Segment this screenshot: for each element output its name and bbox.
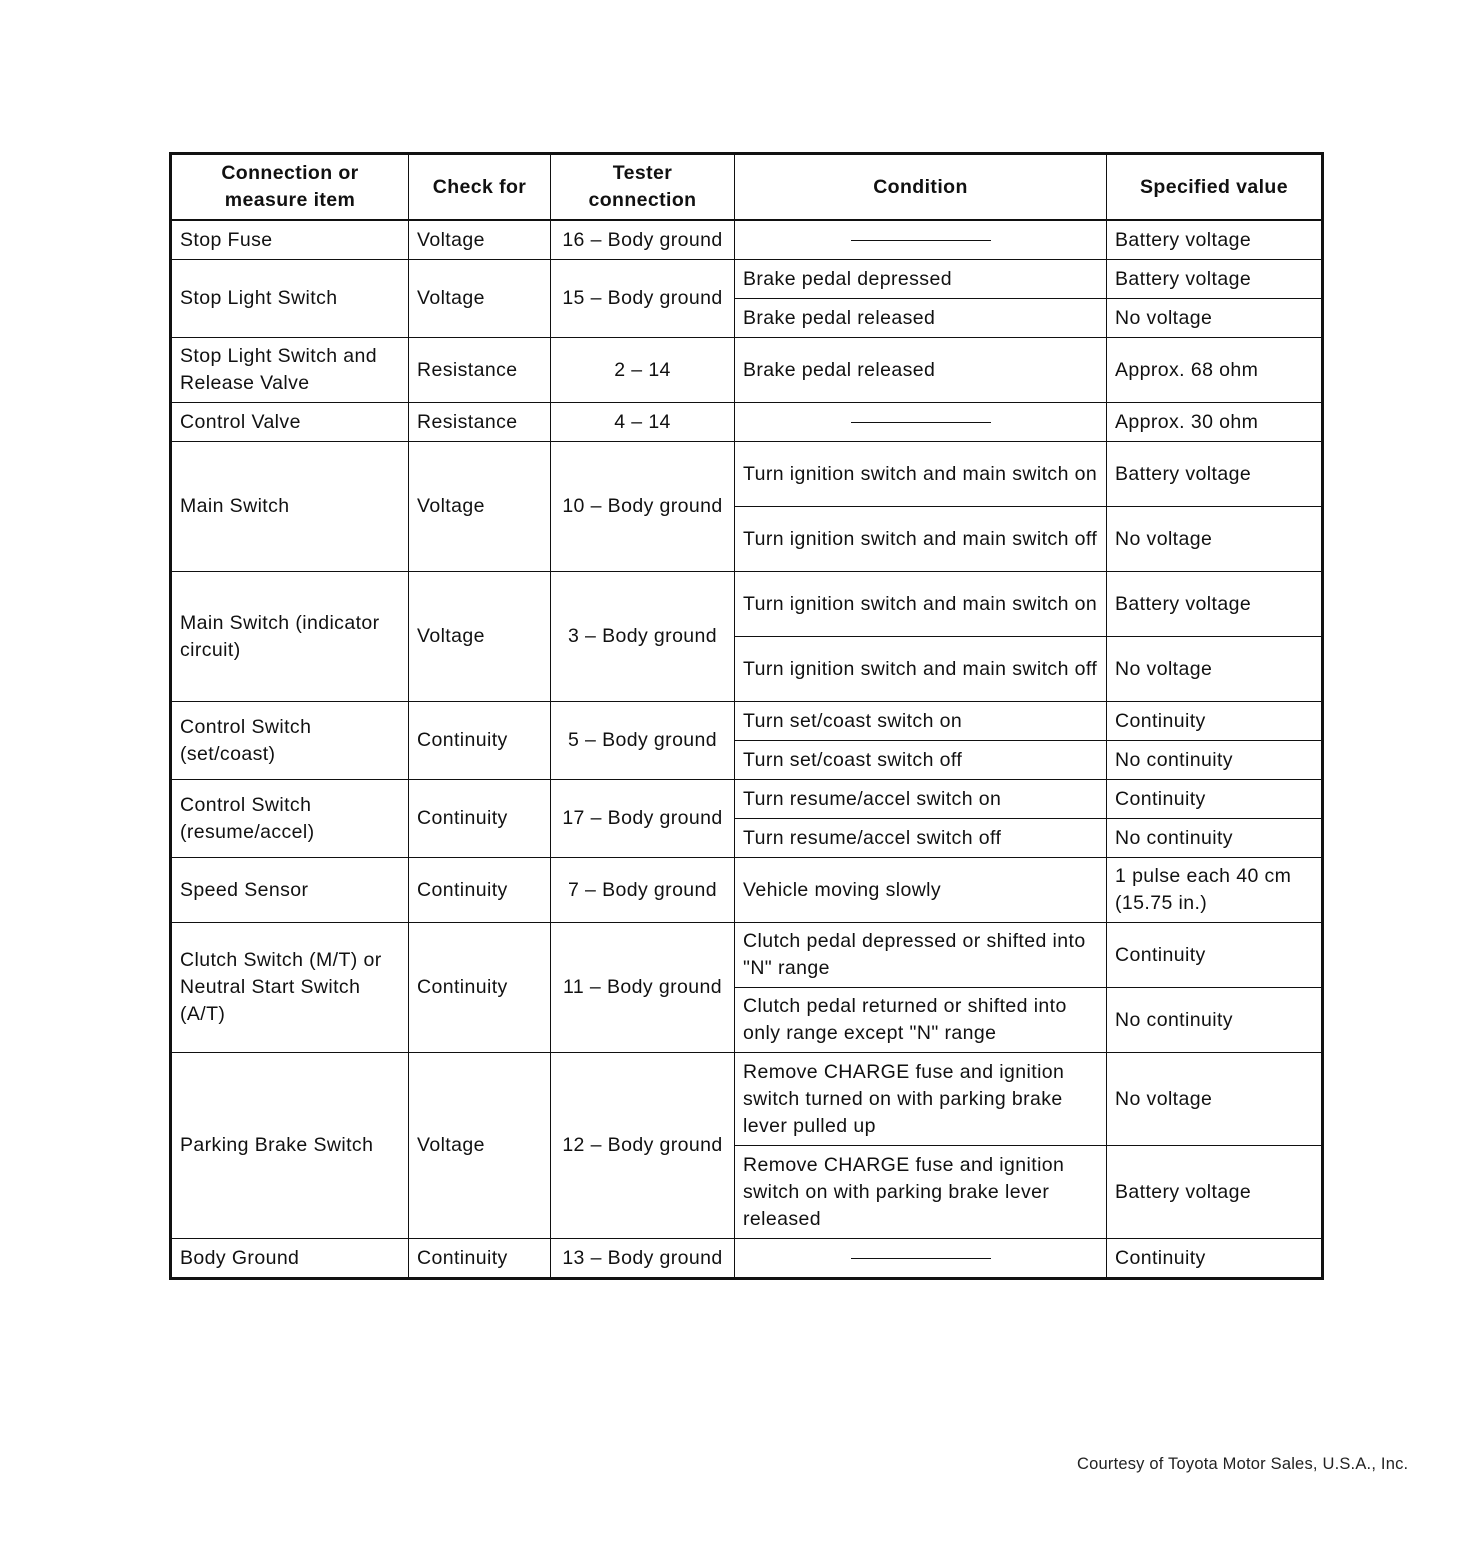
header-spec: Specified value xyxy=(1107,154,1323,221)
table-row xyxy=(171,572,1323,637)
table-row xyxy=(171,923,1323,988)
cell-tester: 16 – Body ground xyxy=(551,220,735,260)
cell-spec: Battery voltage xyxy=(1107,442,1323,507)
cell-check: Continuity xyxy=(409,858,551,923)
cell-spec: Continuity xyxy=(1107,702,1323,741)
table-row xyxy=(171,780,1323,819)
cell-condition-blank xyxy=(735,220,1107,260)
table-row xyxy=(171,1053,1323,1146)
cell-tester: 10 – Body ground xyxy=(551,442,735,572)
cell-spec: Battery voltage xyxy=(1107,260,1323,299)
cell-check: Voltage xyxy=(409,1053,551,1239)
header-condition: Condition xyxy=(735,154,1107,221)
cell-tester: 12 – Body ground xyxy=(551,1053,735,1239)
cell-check: Resistance xyxy=(409,403,551,442)
cell-check: Voltage xyxy=(409,572,551,702)
cell-tester: 17 – Body ground xyxy=(551,780,735,858)
table-row xyxy=(171,403,1323,442)
cell-condition: Turn set/coast switch off xyxy=(735,741,1107,780)
cell-condition: Clutch pedal depressed or shifted into "N" range xyxy=(735,923,1107,988)
courtesy-credit: Courtesy of Toyota Motor Sales, U.S.A., Inc. xyxy=(1077,1455,1409,1473)
cell-spec: Continuity xyxy=(1107,923,1323,988)
cell-condition: Brake pedal depressed xyxy=(735,260,1107,299)
cell-item: Control Valve xyxy=(171,403,409,442)
table-row xyxy=(171,702,1323,741)
cell-condition: Turn ignition switch and main switch on xyxy=(735,572,1107,637)
cell-check: Continuity xyxy=(409,1239,551,1279)
cell-item: Stop Fuse xyxy=(171,220,409,260)
cell-item: Parking Brake Switch xyxy=(171,1053,409,1239)
cell-condition: Remove CHARGE fuse and ignition switch on with parking brake lever released xyxy=(735,1146,1107,1239)
cell-item: Control Switch (set/coast) xyxy=(171,702,409,780)
cell-tester: 5 – Body ground xyxy=(551,702,735,780)
dash-line xyxy=(851,422,991,423)
cell-spec: Battery voltage xyxy=(1107,1146,1323,1239)
cell-condition: Remove CHARGE fuse and ignition switch turned on with parking brake lever pulled up xyxy=(735,1053,1107,1146)
table-row xyxy=(171,338,1323,403)
cell-spec: Continuity xyxy=(1107,780,1323,819)
cell-check: Voltage xyxy=(409,260,551,338)
cell-tester: 2 – 14 xyxy=(551,338,735,403)
cell-spec: Battery voltage xyxy=(1107,572,1323,637)
cell-spec: No voltage xyxy=(1107,507,1323,572)
table-row xyxy=(171,1239,1323,1279)
table-row xyxy=(171,858,1323,923)
cell-spec: No continuity xyxy=(1107,819,1323,858)
cell-condition: Vehicle moving slowly xyxy=(735,858,1107,923)
header-check: Check for xyxy=(409,154,551,221)
cell-tester: 11 – Body ground xyxy=(551,923,735,1053)
cell-condition: Turn ignition switch and main switch off xyxy=(735,507,1107,572)
cell-spec: 1 pulse each 40 cm (15.75 in.) xyxy=(1107,858,1323,923)
cell-item: Control Switch (resume/accel) xyxy=(171,780,409,858)
table-row xyxy=(171,220,1323,260)
cell-item: Main Switch (indicator circuit) xyxy=(171,572,409,702)
cell-tester: 7 – Body ground xyxy=(551,858,735,923)
header-item: Connection or measure item xyxy=(171,154,409,221)
cell-condition-blank xyxy=(735,403,1107,442)
cell-spec: Approx. 30 ohm xyxy=(1107,403,1323,442)
spec-table xyxy=(169,152,1324,1280)
dash-line xyxy=(851,1258,991,1259)
cell-spec: Approx. 68 ohm xyxy=(1107,338,1323,403)
cell-condition: Brake pedal released xyxy=(735,299,1107,338)
cell-condition: Turn ignition switch and main switch on xyxy=(735,442,1107,507)
cell-condition: Turn resume/accel switch off xyxy=(735,819,1107,858)
cell-item: Body Ground xyxy=(171,1239,409,1279)
cell-item: Speed Sensor xyxy=(171,858,409,923)
cell-condition: Clutch pedal returned or shifted into only range except "N" range xyxy=(735,988,1107,1053)
cell-item: Clutch Switch (M/T) or Neutral Start Switch (A/T) xyxy=(171,923,409,1053)
cell-spec: No voltage xyxy=(1107,299,1323,338)
cell-spec: Battery voltage xyxy=(1107,220,1323,260)
cell-check: Voltage xyxy=(409,220,551,260)
cell-tester: 13 – Body ground xyxy=(551,1239,735,1279)
cell-tester: 3 – Body ground xyxy=(551,572,735,702)
cell-item: Stop Light Switch xyxy=(171,260,409,338)
cell-spec: No continuity xyxy=(1107,741,1323,780)
table-header-row xyxy=(171,154,1323,221)
cell-condition: Turn resume/accel switch on xyxy=(735,780,1107,819)
header-tester: Tester connection xyxy=(551,154,735,221)
cell-condition: Turn ignition switch and main switch off xyxy=(735,637,1107,702)
cell-condition: Turn set/coast switch on xyxy=(735,702,1107,741)
cell-check: Continuity xyxy=(409,780,551,858)
cell-condition: Brake pedal released xyxy=(735,338,1107,403)
cell-check: Continuity xyxy=(409,923,551,1053)
cell-spec: Continuity xyxy=(1107,1239,1323,1279)
dash-line xyxy=(851,240,991,241)
cell-item: Stop Light Switch and Release Valve xyxy=(171,338,409,403)
cell-item: Main Switch xyxy=(171,442,409,572)
cell-check: Voltage xyxy=(409,442,551,572)
cell-check: Resistance xyxy=(409,338,551,403)
cell-tester: 4 – 14 xyxy=(551,403,735,442)
cell-tester: 15 – Body ground xyxy=(551,260,735,338)
table-row xyxy=(171,442,1323,507)
table-row xyxy=(171,260,1323,299)
cell-spec: No voltage xyxy=(1107,1053,1323,1146)
cell-spec: No continuity xyxy=(1107,988,1323,1053)
cell-check: Continuity xyxy=(409,702,551,780)
cell-spec: No voltage xyxy=(1107,637,1323,702)
cell-condition-blank xyxy=(735,1239,1107,1279)
